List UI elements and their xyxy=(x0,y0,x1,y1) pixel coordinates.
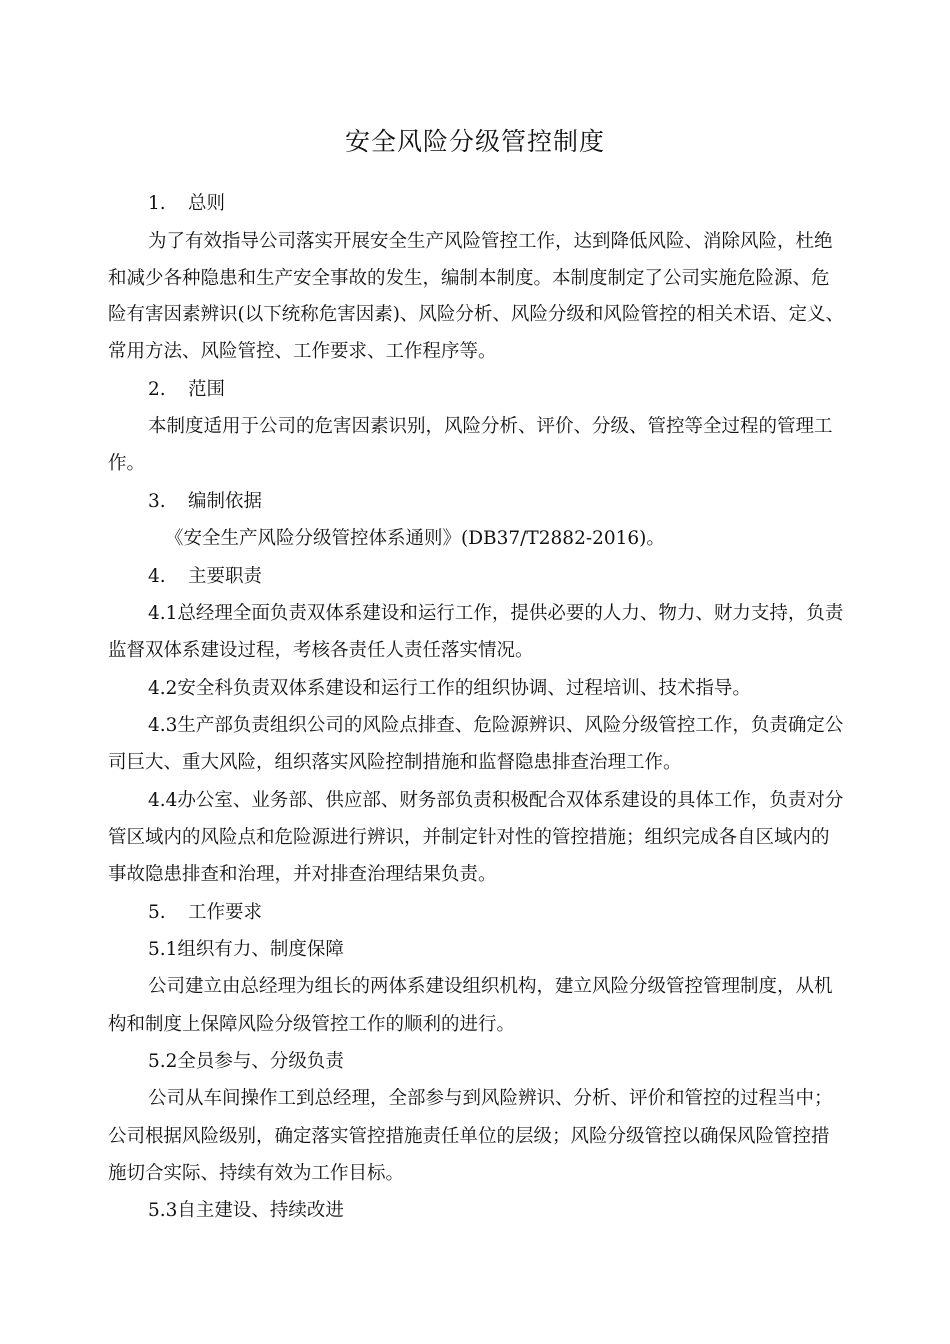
section-heading-4 xyxy=(148,564,262,590)
section-heading-3 xyxy=(148,489,262,515)
paragraph-line: 4.2安全科负责双体系建设和运行工作的组织协调、过程培训、技术指导。 xyxy=(148,678,751,699)
section-number: 5. xyxy=(148,902,166,923)
paragraph-line: 公司从车间操作工到总经理，全部参与到风险辨识、分析、评价和管控的过程当中； xyxy=(148,1088,833,1109)
subsection-heading: 5.2全员参与、分级负责 xyxy=(148,1051,344,1072)
paragraph-line: 事故隐患排查和治理，并对排查治理结果负责。 xyxy=(108,864,497,885)
section-title: 编制依据 xyxy=(188,491,263,512)
section-heading-5 xyxy=(148,900,262,926)
section-title: 主要职责 xyxy=(188,566,263,587)
section-number: 4. xyxy=(148,566,166,587)
subsection-heading: 5.3自主建设、持续改进 xyxy=(148,1200,344,1221)
section-number: 1. xyxy=(148,193,166,214)
section-number: 2. xyxy=(148,379,166,400)
paragraph-line: 司巨大、重大风险，组织落实风险控制措施和监督隐患排查治理工作。 xyxy=(108,752,682,773)
document-title: 安全风险分级管控制度 xyxy=(344,127,605,156)
section-title: 工作要求 xyxy=(188,902,263,923)
section-heading-1 xyxy=(148,191,225,217)
section-number: 3. xyxy=(148,491,166,512)
paragraph-line: 构和制度上保障风险分级管控工作的顺利的进行。 xyxy=(108,1014,516,1035)
paragraph-line: 4.3生产部负责组织公司的风险点排查、危险源辨识、风险分级管控工作，负责确定公 xyxy=(148,715,844,736)
paragraph-line: 监督双体系建设过程，考核各责任人责任落实情况。 xyxy=(108,640,534,661)
paragraph-line: 本制度适用于公司的危害因素识别，风险分析、评价、分级、管控等全过程的管理工 xyxy=(148,416,833,437)
section-title: 总则 xyxy=(188,193,226,214)
paragraph-line: 公司建立由总经理为组长的两体系建设组织机构，建立风险分级管控管理制度，从机 xyxy=(148,976,833,997)
paragraph-line: 4.4办公室、业务部、供应部、财务部负责积极配合双体系建设的具体工作，负责对分 xyxy=(148,790,844,811)
paragraph-line: 险有害因素辨识(以下统称危害因素)、风险分析、风险分级和风险管控的相关术语、定义、 xyxy=(108,304,844,325)
paragraph-line: 为了有效指导公司落实开展安全生产风险管控工作，达到降低风险、消除风险，杜绝 xyxy=(148,231,833,252)
paragraph-line: 《安全生产风险分级管控体系通则》(DB37/T2882-2016)。 xyxy=(165,528,665,549)
section-title: 范围 xyxy=(188,379,226,400)
paragraph-line: 作。 xyxy=(108,453,146,474)
paragraph-line: 公司根据风险级别，确定落实管控措施责任单位的层级；风险分级管控以确保风险管控措 xyxy=(108,1126,830,1147)
paragraph-line: 和减少各种隐患和生产安全事故的发生，编制本制度。本制度制定了公司实施危险源、危 xyxy=(108,268,830,289)
section-heading-2 xyxy=(148,377,225,403)
paragraph-line: 常用方法、风险管控、工作要求、工作程序等。 xyxy=(108,341,497,362)
paragraph-line: 施切合实际、持续有效为工作目标。 xyxy=(108,1163,405,1184)
paragraph-line: 4.1总经理全面负责双体系建设和运行工作，提供必要的人力、物力、财力支持，负责 xyxy=(148,603,844,624)
subsection-heading: 5.1组织有力、制度保障 xyxy=(148,939,344,960)
paragraph-line: 管区域内的风险点和危险源进行辨识，并制定针对性的管控措施；组织完成各自区域内的 xyxy=(108,827,830,848)
